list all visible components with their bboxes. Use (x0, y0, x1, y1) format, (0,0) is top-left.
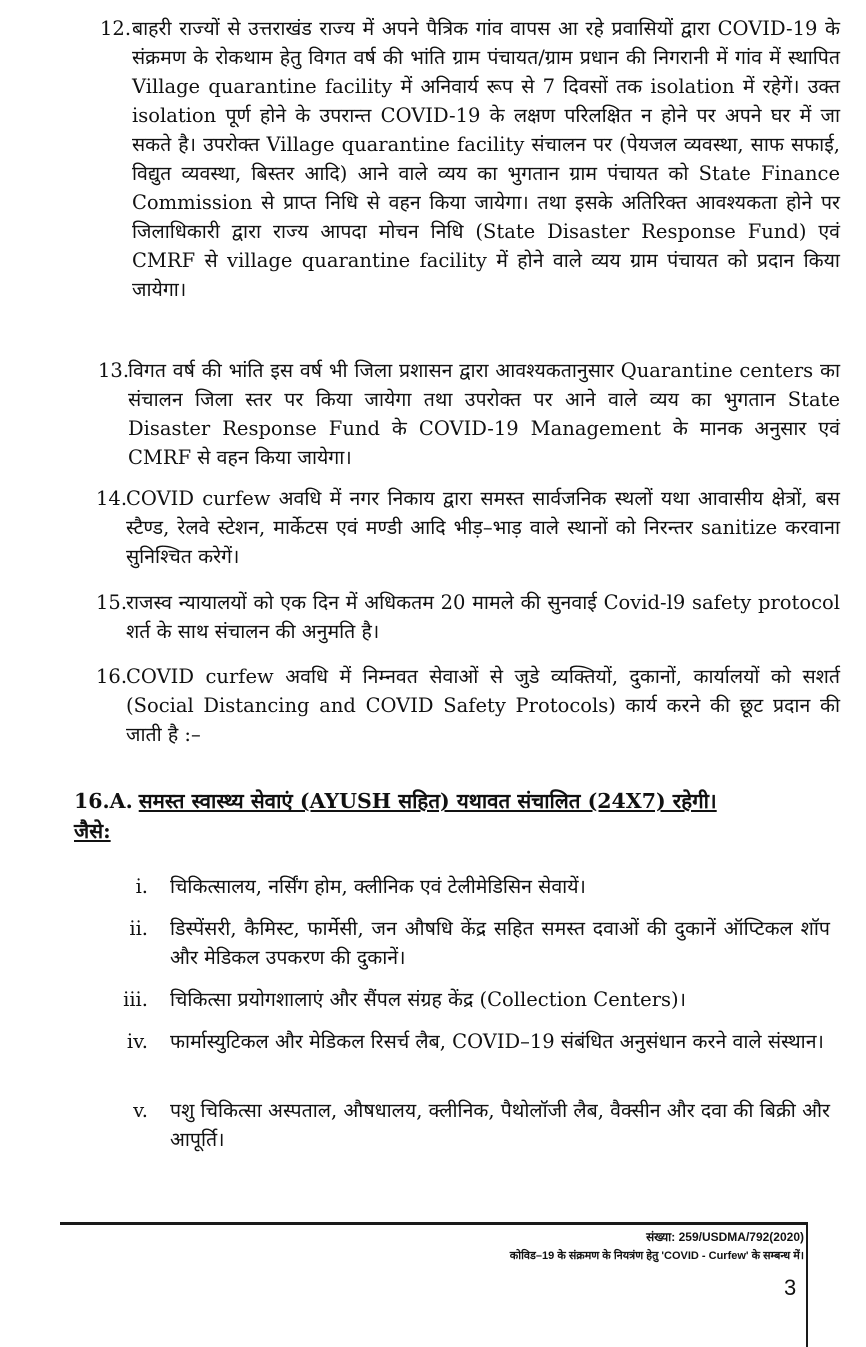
clause-number: 16. (96, 665, 128, 688)
section-16a-heading (74, 786, 834, 846)
page-number: 3 (784, 1275, 797, 1300)
list-numeral: iii. (123, 988, 148, 1011)
list-numeral: iv. (126, 1030, 148, 1053)
list-numeral: i. (135, 875, 148, 898)
clause-number: 14. (96, 487, 128, 510)
section-label: 16.A. (74, 789, 133, 813)
clause-16 (96, 662, 840, 749)
list-item-text: चिकित्सालय, नर्सिंग होम, क्लीनिक एवं टेलीमेडिसिन सेवायें। (170, 875, 586, 898)
clause-12 (100, 14, 840, 304)
footer-divider (60, 1222, 806, 1225)
clause-text: बाहरी राज्यों से उत्तराखंड राज्य में अपने पैत्रिक गांव वापस आ रहे प्रवासियों द्वारा COVID-19 के संक्रमण के रोकथाम हेतु विगत वर्ष की भांति ग्राम पंचायत/ग्राम प्रधान की निगरानी में गांव में स्थापित Village quarantine facility में अनिवार्य रूप से 7 दिवसों तक isolation में रहेगें। उक्त isolation पूर्ण होने के उपरान्त COVID-19 के लक्षण परिलक्षित न होने पर अपने घर में जा सकते है। उपरोक्त Village quarantine facility संचालन पर (पेयजल व्यवस्था, साफ सफाई, विद्युत व्यवस्था, बिस्तर आदि) आने वाले व्यय का भुगतान ग्राम पंचायत को State Finance Commission से प्राप्त निधि से वहन किया जायेगा। तथा इसके अतिरिक्त आवश्यकता होने पर जिलाधिकारी द्वारा राज्य आपदा मोचन निधि (State Disaster Response Fund) एवं CMRF से village quarantine facility में होने वाले व्यय ग्राम पंचायत को प्रदान किया जायेगा। (132, 17, 840, 301)
clause-text: COVID curfew अवधि में नगर निकाय द्वारा समस्त सार्वजनिक स्थलों यथा आवासीय क्षेत्रों, बस स्टैण्ड, रेलवे स्टेशन, मार्केटस एवं मण्डी आदि भीड़–भाड़ वाले स्थानों को निरन्तर sanitize करवाना सुनिश्चित करेगें। (126, 487, 840, 568)
list-item (129, 914, 830, 972)
list-numeral: v. (133, 1099, 148, 1122)
list-item-text: पशु चिकित्सा अस्पताल, औषधालय, क्लीनिक, पैथोलॉजी लैब, वैक्सीन और दवा की बिक्री और आपूर्ति। (170, 1099, 830, 1151)
list-item (123, 985, 830, 1014)
section-title: समस्त स्वास्थ्य सेवाएं (AYUSH सहित) यथावत संचालित (24X7) रहेगी। (138, 789, 717, 813)
clause-number: 15. (96, 591, 128, 614)
list-item (135, 872, 830, 901)
clause-text: विगत वर्ष की भांति इस वर्ष भी जिला प्रशासन द्वारा आवश्यकतानुसार Quarantine centers का संचालन जिला स्तर पर किया जायेगा तथा उपरोक्त पर आने वाले व्यय का भुगतान State Disaster Response Fund के COVID-19 Management के मानक अनुसार एवं CMRF से वहन किया जायेगा। (128, 359, 840, 469)
list-item-text: चिकित्सा प्रयोगशालाएं और सैंपल संग्रह केंद्र (Collection Centers)। (170, 988, 687, 1011)
clause-text: राजस्व न्यायालयों को एक दिन में अधिकतम 20 मामले की सुनवाई Covid-l9 safety protocol शर्त के साथ संचालन की अनुमति है। (126, 591, 840, 643)
list-numeral: ii. (129, 917, 148, 940)
clause-number: 12. (100, 17, 132, 40)
list-item-text: फार्मास्युटिकल और मेडिकल रिसर्च लैब, COVID–19 संबंधित अनुसंधान करने वाले संस्थान। (170, 1030, 824, 1053)
list-item (133, 1096, 830, 1154)
clause-number: 13. (98, 359, 130, 382)
clause-15 (96, 588, 840, 646)
list-item (126, 1027, 830, 1056)
footer-subject: कोविड–19 के संक्रमण के नियत्रंण हेतु 'COVID - Curfew' के सम्बन्ध में। (509, 1250, 804, 1262)
list-item-text: डिस्पेंसरी, कैमिस्ट, फार्मेसी, जन औषधि केंद्र सहित समस्त दवाओं की दुकानें ऑप्टिकल शॉप और मेडिकल उपकरण की दुकानें। (170, 917, 830, 969)
clause-14 (96, 484, 840, 571)
footer-margin-line (806, 1222, 808, 1347)
section-subheading: जैसे: (74, 819, 111, 843)
clause-text: COVID curfew अवधि में निम्नवत सेवाओं से जुडे व्यक्तियों, दुकानों, कार्यालयों को सशर्त (Social Distancing and COVID Safety Protocols) कार्य करने की छूट प्रदान की जाती है :– (126, 665, 840, 746)
clause-13 (98, 356, 840, 472)
footer-reference-number: संख्या: 259/USDMA/792(2020) (646, 1230, 804, 1244)
